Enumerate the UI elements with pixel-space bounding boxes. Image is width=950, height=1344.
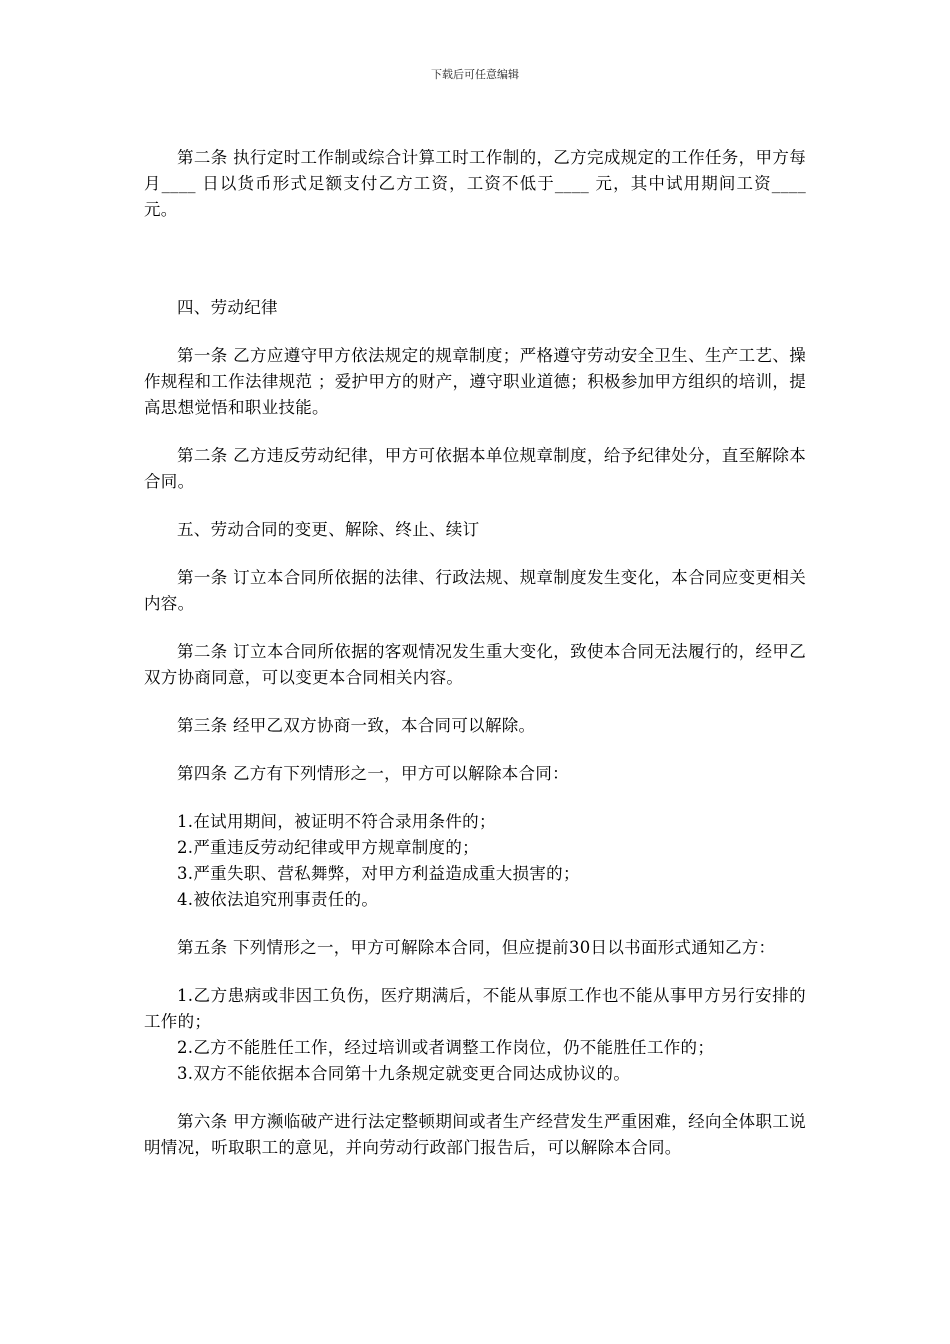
section-5-article-3: 第三条 经甲乙双方协商一致，本合同可以解除。 <box>177 716 536 735</box>
section-4-article-2: 第二条 乙方违反劳动纪律，甲方可依据本单位规章制度，给予纪律处分，直至解除本合同。 <box>144 446 806 491</box>
spacer <box>144 495 806 517</box>
spacer <box>144 787 806 809</box>
spacer <box>144 1087 806 1109</box>
list-item: 2.乙方不能胜任工作，经过培训或者调整工作岗位，仍不能胜任工作的； <box>177 1038 715 1057</box>
section-5-article-6: 第六条 甲方濒临破产进行法定整顿期间或者生产经营发生严重困难，经向全体职工说明情况，听取职工的意见，并向劳动行政部门报告后，可以解除本合同。 <box>144 1112 806 1157</box>
section-5-title: 五、劳动合同的变更、解除、终止、续订 <box>177 520 480 539</box>
spacer <box>144 543 806 565</box>
spacer <box>144 961 806 983</box>
section-4-title: 四、劳动纪律 <box>177 298 278 317</box>
list-item: 3.严重失职、营私舞弊，对甲方利益造成重大损害的； <box>177 864 580 883</box>
spacer <box>144 421 806 443</box>
section-5-article-5: 第五条 下列情形之一，甲方可解除本合同，但应提前30日以书面形式通知乙方： <box>177 938 776 957</box>
list-item: 4.被依法追究刑事责任的。 <box>177 890 379 909</box>
spacer <box>144 739 806 761</box>
list-item: 3.双方不能依据本合同第十九条规定就变更合同达成协议的。 <box>177 1064 631 1083</box>
section-5-article-4: 第四条 乙方有下列情形之一，甲方可以解除本合同： <box>177 764 569 783</box>
spacer <box>144 223 806 295</box>
list-item: 2.严重违反劳动纪律或甲方规章制度的； <box>177 838 479 857</box>
spacer <box>144 321 806 343</box>
section-4-article-1: 第一条 乙方应遵守甲方依法规定的规章制度；严格遵守劳动安全卫生、生产工艺、操作规程和工作法律规范 ；爱护甲方的财产，遵守职业道德；积极参加甲方组织的培训，提高思想觉悟和职业技能。 <box>144 346 806 417</box>
document-body <box>144 145 806 1161</box>
section-5-article-2: 第二条 订立本合同所依据的客观情况发生重大变化，致使本合同无法履行的，经甲乙双方协商同意，可以变更本合同相关内容。 <box>144 642 806 687</box>
article-4-list <box>144 809 806 913</box>
article-5-list <box>144 983 806 1087</box>
spacer <box>144 913 806 935</box>
list-item: 1.乙方患病或非因工负伤，医疗期满后，不能从事原工作也不能从事甲方另行安排的工作的； <box>144 986 806 1031</box>
page-header: 下载后可任意编辑 <box>431 68 519 81</box>
wage-clause: 第二条 执行定时工作制或综合计算工时工作制的，乙方完成规定的工作任务，甲方每月____ 日以货币形式足额支付乙方工资，工资不低于____ 元，其中试用期间工资____ 元。 <box>144 148 806 219</box>
list-item: 1.在试用期间，被证明不符合录用条件的； <box>177 812 496 831</box>
section-5-article-1: 第一条 订立本合同所依据的法律、行政法规、规章制度发生变化，本合同应变更相关内容。 <box>144 568 806 613</box>
spacer <box>144 617 806 639</box>
spacer <box>144 691 806 713</box>
